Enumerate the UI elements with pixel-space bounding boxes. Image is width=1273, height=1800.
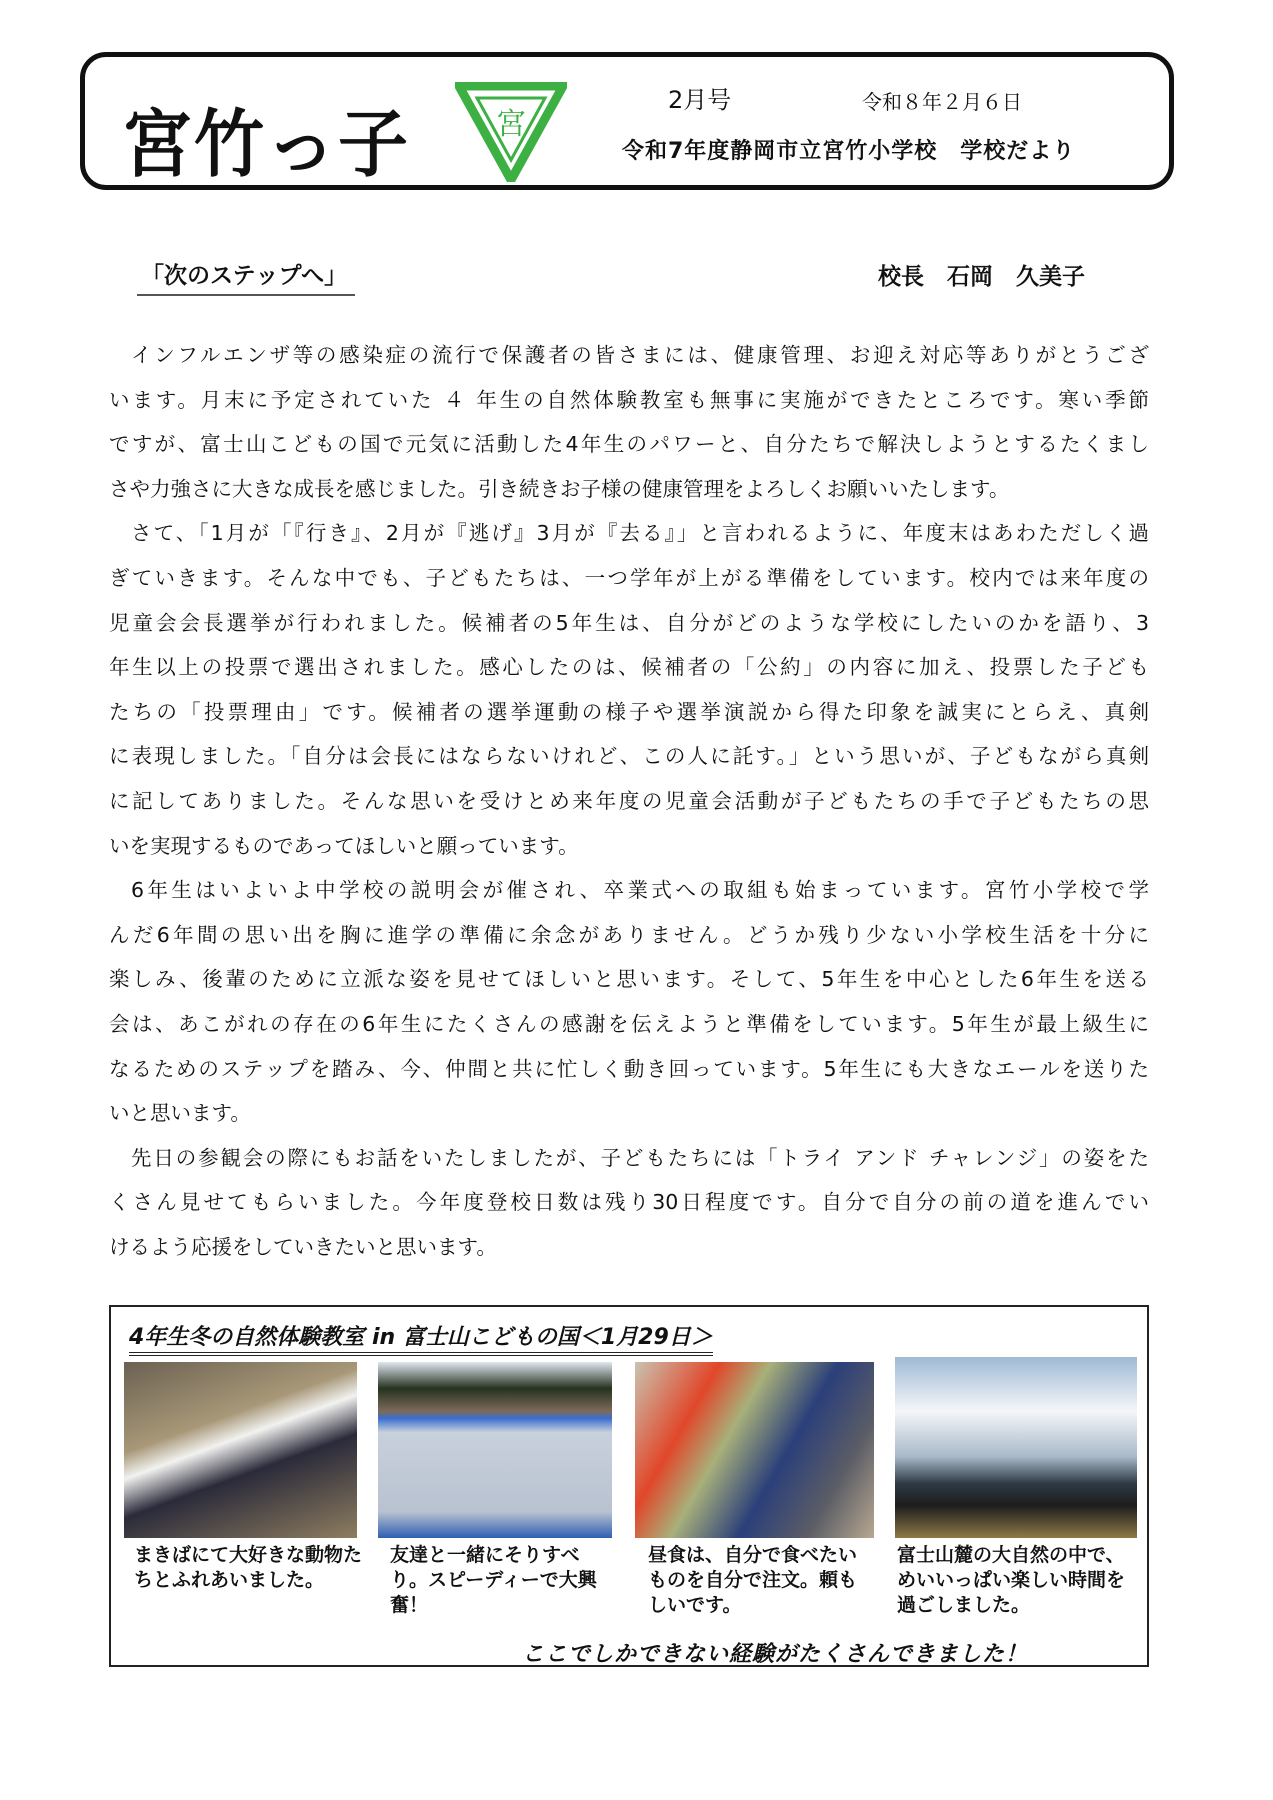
- article-line: 会は、あこがれの存在の6年生にたくさんの感謝を伝えようと準備をしています。5年生が最上級生に: [109, 1011, 1149, 1036]
- article-line: インフルエンザ等の感染症の流行で保護者の皆さまには、健康管理、お迎え対応等ありがとうござ: [131, 343, 1149, 367]
- article-line: に記してありました。そんな思いを受けとめ来年度の児童会活動が子どもたちの手で子どもたちの思: [109, 788, 1149, 813]
- issue-label: 2月号: [668, 86, 732, 114]
- school-logo-icon: [455, 82, 567, 182]
- photo-mount-fuji: [895, 1357, 1137, 1538]
- photo-report-closing: ここでしかできない経験がたくさんできました！: [522, 1642, 1029, 1667]
- article-line: います。月末に予定されていた ４ 年生の自然体験教室も無事に実施ができたところです。寒い季節: [109, 387, 1149, 412]
- article-line: んだ6年間の思い出を胸に進学の準備に余念がありません。どうか残り少ない小学校生活を十分に: [109, 922, 1149, 947]
- article-body: [109, 333, 1149, 1269]
- article-line: さて、「1月が「『行き』、2月が『逃げ』3月が『去る』」と言われるように、年度末はあわただしく過: [131, 521, 1149, 546]
- issue-date: 令和８年２月６日: [862, 90, 1022, 114]
- article-line: 児童会会長選挙が行われました。候補者の5年生は、自分がどのような学校にしたいのかを語り、3: [109, 610, 1149, 635]
- logo-text: 宮: [496, 107, 526, 142]
- photo-caption: 富士山麓の大自然の中で、めいいっぱい楽しい時間を過ごしました。: [897, 1544, 1126, 1616]
- article-heading: 「次のステップへ」: [137, 257, 355, 296]
- article-line: ぎていきます。そんな中でも、子どもたちは、一つ学年が上がる準備をしています。校内では来年度の: [109, 565, 1149, 590]
- article-line: さや力強さに大きな成長を感じました。引き続きお子様の健康管理をよろしくお願いいたします。: [109, 476, 1010, 501]
- article-line: なるためのステップを踏み、今、仲間と共に忙しく動き回っています。5年生にも大きなエールを送りた: [109, 1056, 1149, 1081]
- article-line: ですが、富士山こどもの国で元気に活動した4年生のパワーと、自分たちで解決しようとするたくまし: [109, 432, 1149, 457]
- photo-caption: 友達と一緒にそりすべり。スピーディーで大興奮！: [390, 1544, 597, 1616]
- article-line: くさん見せてもらいました。今年度登校日数は残り30日程度です。自分で自分の前の道を進んでい: [109, 1190, 1149, 1215]
- article-line: けるよう応援をしていきたいと思います。: [109, 1234, 497, 1259]
- article-line: たちの「投票理由」です。候補者の選挙運動の様子や選挙演説から得た印象を誠実にとらえ、真剣: [109, 699, 1149, 724]
- photo-lunch: [635, 1362, 874, 1538]
- photo-report-title: 4年生冬の自然体験教室 in 富士山こどもの国＜1月29日＞: [129, 1320, 713, 1356]
- article-line: 楽しみ、後輩のために立派な姿を見せてほしいと思います。そして、5年生を中心とした6年生を送る: [109, 967, 1149, 992]
- photo-caption: 昼食は、自分で食べたいものを自分で注文。頼もしいです。: [648, 1544, 858, 1616]
- article-line: 先日の参観会の際にもお話をいたしましたが、子どもたちには「トライ アンド チャレンジ」の姿をた: [131, 1145, 1149, 1170]
- article-author: 校長 石岡 久美子: [878, 264, 1085, 290]
- article-line: いと思います。: [109, 1101, 251, 1126]
- article-line: に表現しました。「自分は会長にはならないけれど、この人に託す。」という思いが、子どもながら真剣: [109, 744, 1149, 769]
- photo-sledding: [378, 1362, 612, 1538]
- article-line: いを実現するものであってほしいと願っています。: [109, 833, 579, 858]
- article-line: 年生以上の投票で選出されました。感心したのは、候補者の「公約」の内容に加え、投票した子ども: [109, 655, 1149, 680]
- photo-ranch: [124, 1362, 357, 1538]
- article-line: 6年生はいよいよ中学校の説明会が催され、卒業式への取組も始まっています。宮竹小学校で学: [131, 878, 1149, 903]
- school-name: 令和7年度静岡市立宮竹小学校 学校だより: [622, 139, 1076, 164]
- photo-caption: まきばにて大好きな動物たちとふれあいました。: [134, 1544, 363, 1591]
- newsletter-title: 宮竹っ子: [122, 101, 410, 188]
